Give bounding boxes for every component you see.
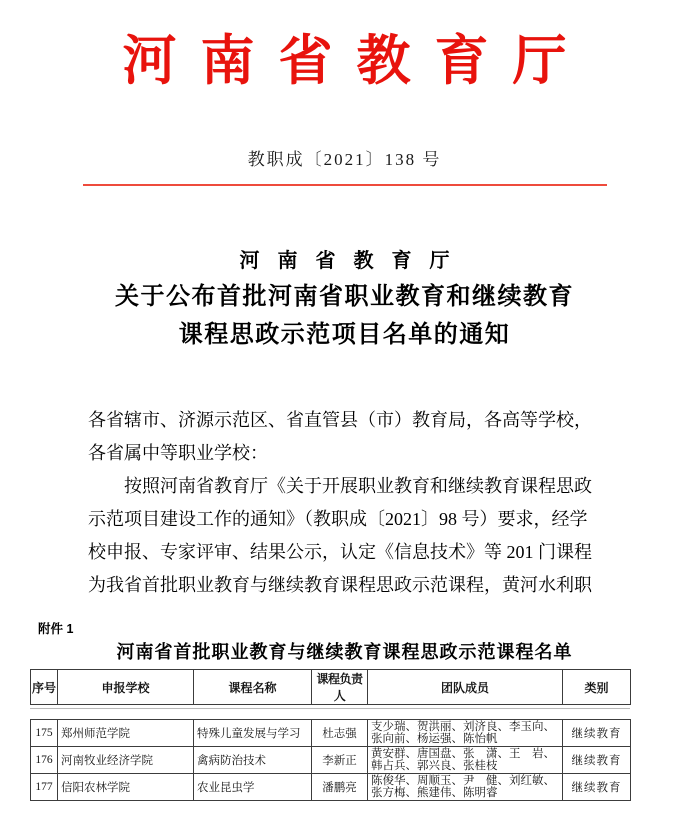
cell-school: 郑州师范学院 — [58, 720, 194, 747]
cell-category: 继续教育 — [563, 774, 631, 801]
column-header-no: 序号 — [31, 670, 58, 705]
notice-title-line-3: 课程思政示范项目名单的通知 — [178, 322, 511, 348]
table-row — [31, 720, 631, 747]
notice-body — [88, 404, 603, 602]
cell-no: 177 — [31, 774, 58, 801]
cell-course: 禽病防治技术 — [194, 747, 312, 774]
column-header-course: 课程名称 — [194, 670, 312, 705]
cell-team: 陈俊华、周顺玉、尹 健、刘红敏、张方梅、熊建伟、陈明睿 — [368, 774, 563, 801]
agency-title: 河南省教育厅 — [122, 31, 591, 91]
cell-no: 175 — [31, 720, 58, 747]
paragraph-line-3: 校申报、专家评审、结果公示，认定《信息技术》等 201 门课程 — [88, 542, 592, 562]
column-header-leader: 课程负责人 — [312, 670, 368, 705]
cell-team: 黄安群、唐国盘、张 潇、王 岩、韩占兵、郭兴良、张桂枝 — [368, 747, 563, 774]
red-divider — [83, 184, 607, 186]
header-row — [31, 670, 631, 705]
results-table-header — [30, 669, 631, 705]
paragraph-line-4: 为我省首批职业教育与继续教育课程思政示范课程，黄河水利职 — [88, 575, 592, 595]
notice-title-line-2: 关于公布首批河南省职业教育和继续教育 — [115, 284, 574, 310]
table-row — [31, 747, 631, 774]
cell-course: 农业昆虫学 — [194, 774, 312, 801]
cell-team: 支少瑞、贺洪丽、刘济良、李玉向、张向前、杨运强、陈怡帆 — [368, 720, 563, 747]
attachment-label: 附件 1 — [38, 622, 74, 636]
cell-leader: 杜志强 — [312, 720, 368, 747]
column-header-team: 团队成员 — [368, 670, 563, 705]
table-row — [31, 774, 631, 801]
notice-title-line-1: 河南省教育厅 — [239, 250, 468, 272]
cell-leader: 李新正 — [312, 747, 368, 774]
results-table — [30, 719, 631, 801]
cell-school: 河南牧业经济学院 — [58, 747, 194, 774]
cell-course: 特殊儿童发展与学习 — [194, 720, 312, 747]
header-underline — [30, 708, 630, 709]
column-header-school: 申报学校 — [58, 670, 194, 705]
cell-no: 176 — [31, 747, 58, 774]
notice-title — [0, 244, 689, 354]
cell-school: 信阳农林学院 — [58, 774, 194, 801]
paragraph-line-1: 按照河南省教育厅《关于开展职业教育和继续教育课程思政 — [124, 476, 592, 496]
cell-category: 继续教育 — [563, 720, 631, 747]
salutation-line-1: 各省辖市、济源示范区、省直管县（市）教育局，各高等学校， — [88, 410, 592, 430]
table-title: 河南省首批职业教育与继续教育课程思政示范课程名单 — [116, 642, 573, 662]
doc-number: 教职成〔2021〕138 号 — [247, 150, 442, 169]
paragraph-line-2: 示范项目建设工作的通知》（教职成〔2021〕98 号）要求，经学 — [88, 509, 588, 529]
cell-leader: 潘鹏亮 — [312, 774, 368, 801]
salutation-line-2: 各省属中等职业学校： — [88, 443, 268, 463]
document-page — [0, 28, 689, 819]
cell-category: 继续教育 — [563, 747, 631, 774]
column-header-category: 类别 — [563, 670, 631, 705]
